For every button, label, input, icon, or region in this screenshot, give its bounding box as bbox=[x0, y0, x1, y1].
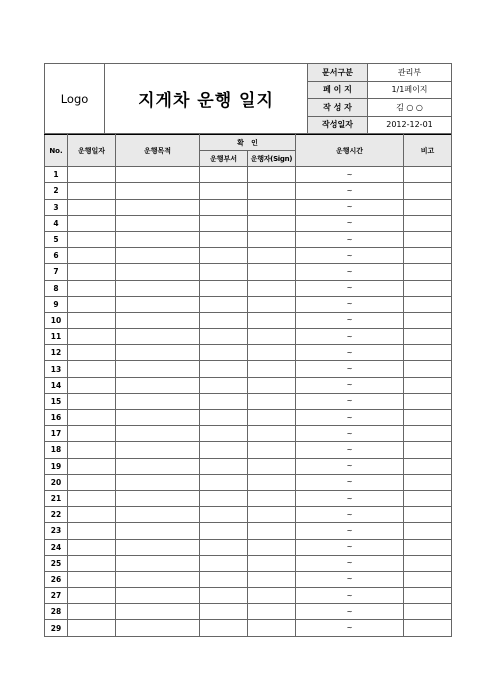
meta-value-doc-type: 관리부 bbox=[368, 64, 452, 82]
dept-cell bbox=[200, 474, 248, 490]
dept-cell bbox=[200, 329, 248, 345]
dept-cell bbox=[200, 442, 248, 458]
note-cell bbox=[404, 248, 452, 264]
row-number: 6 bbox=[45, 248, 68, 264]
dept-cell bbox=[200, 458, 248, 474]
note-cell bbox=[404, 588, 452, 604]
dept-cell bbox=[200, 361, 248, 377]
time-cell: ~ bbox=[296, 507, 404, 523]
note-cell bbox=[404, 426, 452, 442]
meta-value-author: 김 ○ ○ bbox=[368, 99, 452, 117]
meta-label-doc-type: 문서구분 bbox=[308, 64, 368, 82]
purpose-cell bbox=[116, 426, 200, 442]
date-cell bbox=[68, 377, 116, 393]
row-number: 12 bbox=[45, 345, 68, 361]
date-cell bbox=[68, 555, 116, 571]
time-cell: ~ bbox=[296, 264, 404, 280]
row-number: 8 bbox=[45, 280, 68, 296]
time-cell: ~ bbox=[296, 604, 404, 620]
time-cell: ~ bbox=[296, 490, 404, 506]
date-cell bbox=[68, 539, 116, 555]
driver-sign-cell bbox=[248, 264, 296, 280]
row-number: 5 bbox=[45, 231, 68, 247]
meta-value-page: 1/1페이지 bbox=[368, 81, 452, 99]
time-cell: ~ bbox=[296, 329, 404, 345]
purpose-cell bbox=[116, 231, 200, 247]
note-cell bbox=[404, 377, 452, 393]
purpose-cell bbox=[116, 588, 200, 604]
purpose-cell bbox=[116, 539, 200, 555]
driver-sign-cell bbox=[248, 571, 296, 587]
date-cell bbox=[68, 183, 116, 199]
time-cell: ~ bbox=[296, 410, 404, 426]
note-cell bbox=[404, 345, 452, 361]
table-row bbox=[45, 345, 452, 361]
driver-sign-cell bbox=[248, 231, 296, 247]
dept-cell bbox=[200, 377, 248, 393]
date-cell bbox=[68, 523, 116, 539]
purpose-cell bbox=[116, 312, 200, 328]
col-header-purpose: 운행목적 bbox=[116, 135, 200, 167]
note-cell bbox=[404, 604, 452, 620]
note-cell bbox=[404, 183, 452, 199]
purpose-cell bbox=[116, 248, 200, 264]
time-cell: ~ bbox=[296, 474, 404, 490]
driver-sign-cell bbox=[248, 539, 296, 555]
dept-cell bbox=[200, 410, 248, 426]
driver-sign-cell bbox=[248, 458, 296, 474]
time-cell: ~ bbox=[296, 377, 404, 393]
note-cell bbox=[404, 199, 452, 215]
row-number: 4 bbox=[45, 215, 68, 231]
row-number: 9 bbox=[45, 296, 68, 312]
row-number: 28 bbox=[45, 604, 68, 620]
dept-cell bbox=[200, 620, 248, 636]
note-cell bbox=[404, 442, 452, 458]
purpose-cell bbox=[116, 555, 200, 571]
document-title: 지게차 운행 일지 bbox=[105, 64, 308, 134]
dept-cell bbox=[200, 604, 248, 620]
purpose-cell bbox=[116, 361, 200, 377]
dept-cell bbox=[200, 231, 248, 247]
driver-sign-cell bbox=[248, 555, 296, 571]
driver-sign-cell bbox=[248, 296, 296, 312]
table-row bbox=[45, 264, 452, 280]
table-row bbox=[45, 490, 452, 506]
date-cell bbox=[68, 329, 116, 345]
form-header bbox=[44, 63, 452, 134]
driver-sign-cell bbox=[248, 280, 296, 296]
time-cell: ~ bbox=[296, 458, 404, 474]
date-cell bbox=[68, 410, 116, 426]
log-form bbox=[44, 63, 451, 637]
note-cell bbox=[404, 215, 452, 231]
row-number: 24 bbox=[45, 539, 68, 555]
note-cell bbox=[404, 507, 452, 523]
table-row bbox=[45, 523, 452, 539]
row-number: 15 bbox=[45, 393, 68, 409]
driver-sign-cell bbox=[248, 426, 296, 442]
time-cell: ~ bbox=[296, 312, 404, 328]
table-row bbox=[45, 604, 452, 620]
date-cell bbox=[68, 248, 116, 264]
time-cell: ~ bbox=[296, 199, 404, 215]
time-cell: ~ bbox=[296, 296, 404, 312]
dept-cell bbox=[200, 215, 248, 231]
note-cell bbox=[404, 410, 452, 426]
row-number: 21 bbox=[45, 490, 68, 506]
note-cell bbox=[404, 523, 452, 539]
time-cell: ~ bbox=[296, 442, 404, 458]
row-number: 22 bbox=[45, 507, 68, 523]
date-cell bbox=[68, 490, 116, 506]
row-number: 23 bbox=[45, 523, 68, 539]
date-cell bbox=[68, 345, 116, 361]
table-row bbox=[45, 312, 452, 328]
purpose-cell bbox=[116, 523, 200, 539]
note-cell bbox=[404, 539, 452, 555]
row-number: 14 bbox=[45, 377, 68, 393]
note-cell bbox=[404, 620, 452, 636]
purpose-cell bbox=[116, 507, 200, 523]
table-row bbox=[45, 458, 452, 474]
note-cell bbox=[404, 329, 452, 345]
dept-cell bbox=[200, 167, 248, 183]
driver-sign-cell bbox=[248, 167, 296, 183]
row-number: 17 bbox=[45, 426, 68, 442]
driver-sign-cell bbox=[248, 410, 296, 426]
meta-label-author: 작 성 자 bbox=[308, 99, 368, 117]
date-cell bbox=[68, 474, 116, 490]
col-header-confirm: 확 인 bbox=[200, 135, 296, 151]
row-number: 16 bbox=[45, 410, 68, 426]
driver-sign-cell bbox=[248, 604, 296, 620]
purpose-cell bbox=[116, 474, 200, 490]
driver-sign-cell bbox=[248, 523, 296, 539]
date-cell bbox=[68, 215, 116, 231]
date-cell bbox=[68, 199, 116, 215]
table-row bbox=[45, 539, 452, 555]
driver-sign-cell bbox=[248, 248, 296, 264]
table-row bbox=[45, 410, 452, 426]
table-row bbox=[45, 377, 452, 393]
time-cell: ~ bbox=[296, 280, 404, 296]
driver-sign-cell bbox=[248, 377, 296, 393]
table-row bbox=[45, 588, 452, 604]
time-cell: ~ bbox=[296, 393, 404, 409]
log-table bbox=[44, 134, 452, 637]
row-number: 10 bbox=[45, 312, 68, 328]
note-cell bbox=[404, 490, 452, 506]
table-row bbox=[45, 248, 452, 264]
dept-cell bbox=[200, 296, 248, 312]
driver-sign-cell bbox=[248, 199, 296, 215]
table-row bbox=[45, 393, 452, 409]
table-row bbox=[45, 507, 452, 523]
driver-sign-cell bbox=[248, 361, 296, 377]
purpose-cell bbox=[116, 215, 200, 231]
table-row bbox=[45, 329, 452, 345]
driver-sign-cell bbox=[248, 183, 296, 199]
table-row bbox=[45, 215, 452, 231]
note-cell bbox=[404, 361, 452, 377]
row-number: 20 bbox=[45, 474, 68, 490]
driver-sign-cell bbox=[248, 442, 296, 458]
dept-cell bbox=[200, 345, 248, 361]
dept-cell bbox=[200, 426, 248, 442]
date-cell bbox=[68, 571, 116, 587]
time-cell: ~ bbox=[296, 361, 404, 377]
meta-value-date: 2012-12-01 bbox=[368, 116, 452, 134]
table-row bbox=[45, 555, 452, 571]
table-row bbox=[45, 183, 452, 199]
row-number: 2 bbox=[45, 183, 68, 199]
driver-sign-cell bbox=[248, 329, 296, 345]
note-cell bbox=[404, 458, 452, 474]
purpose-cell bbox=[116, 345, 200, 361]
purpose-cell bbox=[116, 280, 200, 296]
note-cell bbox=[404, 312, 452, 328]
purpose-cell bbox=[116, 410, 200, 426]
purpose-cell bbox=[116, 442, 200, 458]
purpose-cell bbox=[116, 377, 200, 393]
note-cell bbox=[404, 296, 452, 312]
col-header-time: 운행시간 bbox=[296, 135, 404, 167]
purpose-cell bbox=[116, 458, 200, 474]
dept-cell bbox=[200, 588, 248, 604]
dept-cell bbox=[200, 539, 248, 555]
row-number: 7 bbox=[45, 264, 68, 280]
dept-cell bbox=[200, 312, 248, 328]
time-cell: ~ bbox=[296, 620, 404, 636]
date-cell bbox=[68, 507, 116, 523]
meta-label-date: 작성일자 bbox=[308, 116, 368, 134]
purpose-cell bbox=[116, 604, 200, 620]
row-number: 13 bbox=[45, 361, 68, 377]
driver-sign-cell bbox=[248, 474, 296, 490]
time-cell: ~ bbox=[296, 183, 404, 199]
note-cell bbox=[404, 393, 452, 409]
dept-cell bbox=[200, 264, 248, 280]
purpose-cell bbox=[116, 571, 200, 587]
purpose-cell bbox=[116, 183, 200, 199]
table-row bbox=[45, 361, 452, 377]
row-number: 1 bbox=[45, 167, 68, 183]
date-cell bbox=[68, 442, 116, 458]
time-cell: ~ bbox=[296, 588, 404, 604]
date-cell bbox=[68, 312, 116, 328]
date-cell bbox=[68, 264, 116, 280]
dept-cell bbox=[200, 183, 248, 199]
date-cell bbox=[68, 458, 116, 474]
table-row bbox=[45, 620, 452, 636]
purpose-cell bbox=[116, 490, 200, 506]
purpose-cell bbox=[116, 620, 200, 636]
driver-sign-cell bbox=[248, 588, 296, 604]
driver-sign-cell bbox=[248, 507, 296, 523]
time-cell: ~ bbox=[296, 539, 404, 555]
date-cell bbox=[68, 604, 116, 620]
driver-sign-cell bbox=[248, 393, 296, 409]
table-row bbox=[45, 474, 452, 490]
purpose-cell bbox=[116, 296, 200, 312]
date-cell bbox=[68, 588, 116, 604]
dept-cell bbox=[200, 280, 248, 296]
time-cell: ~ bbox=[296, 215, 404, 231]
dept-cell bbox=[200, 523, 248, 539]
purpose-cell bbox=[116, 199, 200, 215]
dept-cell bbox=[200, 199, 248, 215]
date-cell bbox=[68, 167, 116, 183]
driver-sign-cell bbox=[248, 620, 296, 636]
note-cell bbox=[404, 167, 452, 183]
col-header-driver: 운행자(Sign) bbox=[248, 151, 296, 167]
table-row bbox=[45, 571, 452, 587]
log-rows bbox=[45, 167, 452, 636]
dept-cell bbox=[200, 490, 248, 506]
date-cell bbox=[68, 426, 116, 442]
row-number: 3 bbox=[45, 199, 68, 215]
table-row bbox=[45, 442, 452, 458]
logo-placeholder: Logo bbox=[45, 64, 105, 134]
time-cell: ~ bbox=[296, 571, 404, 587]
driver-sign-cell bbox=[248, 345, 296, 361]
row-number: 11 bbox=[45, 329, 68, 345]
row-number: 19 bbox=[45, 458, 68, 474]
row-number: 27 bbox=[45, 588, 68, 604]
dept-cell bbox=[200, 393, 248, 409]
note-cell bbox=[404, 280, 452, 296]
purpose-cell bbox=[116, 329, 200, 345]
date-cell bbox=[68, 361, 116, 377]
purpose-cell bbox=[116, 167, 200, 183]
row-number: 26 bbox=[45, 571, 68, 587]
driver-sign-cell bbox=[248, 312, 296, 328]
table-row bbox=[45, 231, 452, 247]
col-header-dept: 운행부서 bbox=[200, 151, 248, 167]
row-number: 29 bbox=[45, 620, 68, 636]
table-row bbox=[45, 280, 452, 296]
time-cell: ~ bbox=[296, 231, 404, 247]
note-cell bbox=[404, 474, 452, 490]
table-row bbox=[45, 296, 452, 312]
date-cell bbox=[68, 620, 116, 636]
table-row bbox=[45, 167, 452, 183]
date-cell bbox=[68, 231, 116, 247]
date-cell bbox=[68, 280, 116, 296]
dept-cell bbox=[200, 248, 248, 264]
time-cell: ~ bbox=[296, 426, 404, 442]
row-number: 25 bbox=[45, 555, 68, 571]
col-header-no: No. bbox=[45, 135, 68, 167]
driver-sign-cell bbox=[248, 215, 296, 231]
dept-cell bbox=[200, 571, 248, 587]
date-cell bbox=[68, 296, 116, 312]
time-cell: ~ bbox=[296, 555, 404, 571]
note-cell bbox=[404, 264, 452, 280]
row-number: 18 bbox=[45, 442, 68, 458]
col-header-note: 비고 bbox=[404, 135, 452, 167]
note-cell bbox=[404, 231, 452, 247]
dept-cell bbox=[200, 555, 248, 571]
table-row bbox=[45, 199, 452, 215]
note-cell bbox=[404, 571, 452, 587]
time-cell: ~ bbox=[296, 167, 404, 183]
driver-sign-cell bbox=[248, 490, 296, 506]
col-header-date: 운행일자 bbox=[68, 135, 116, 167]
meta-label-page: 페 이 지 bbox=[308, 81, 368, 99]
time-cell: ~ bbox=[296, 248, 404, 264]
time-cell: ~ bbox=[296, 345, 404, 361]
dept-cell bbox=[200, 507, 248, 523]
purpose-cell bbox=[116, 393, 200, 409]
date-cell bbox=[68, 393, 116, 409]
purpose-cell bbox=[116, 264, 200, 280]
note-cell bbox=[404, 555, 452, 571]
time-cell: ~ bbox=[296, 523, 404, 539]
table-row bbox=[45, 426, 452, 442]
